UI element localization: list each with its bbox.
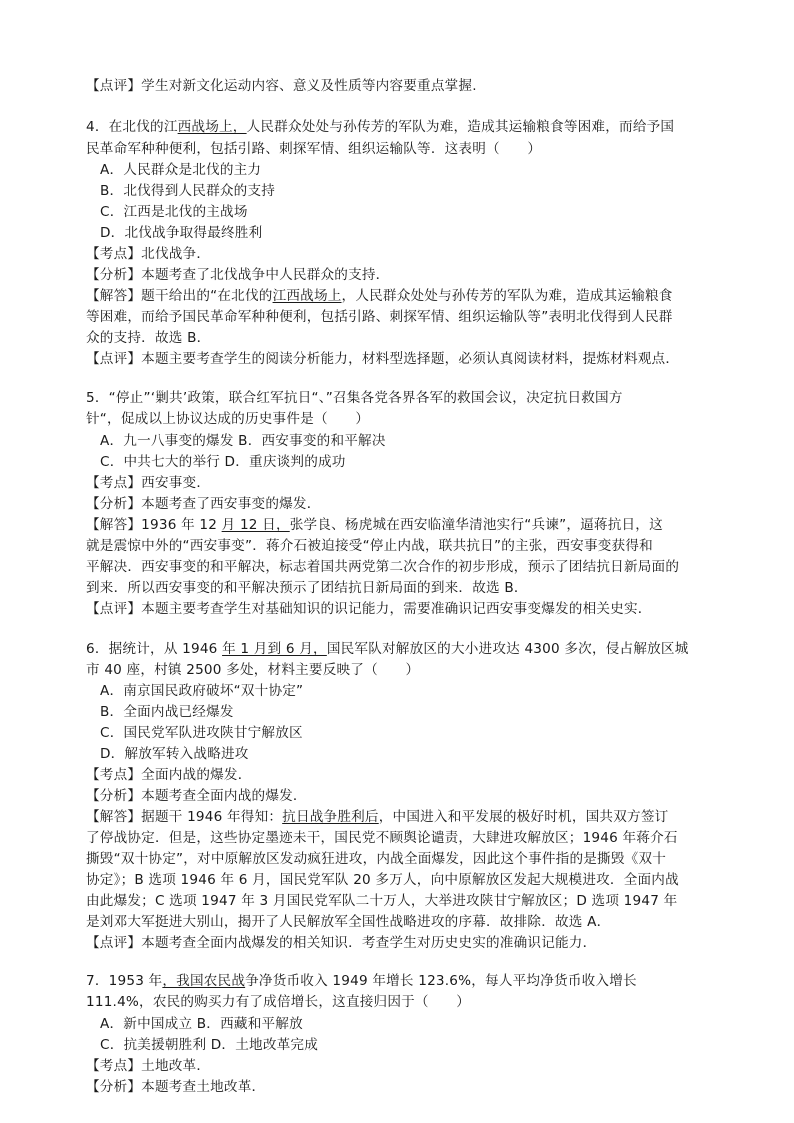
comment-line: 【点评】学生对新文化运动内容、意义及性质等内容要重点掌握. [86,78,477,94]
question-4-answer-line2: 等困难，而给予国民革命军种种便利，包括引路、刺探军情、组织运输队等”表明北伐得到人民群 [86,309,673,325]
question-5-answer-line3: 平解决．西安事变的和平解决，标志着国共两党第二次合作的初步形成，预示了团结抗日新局面的 [86,559,680,575]
question-4-option-b: B．北伐得到人民群众的支持 [100,183,276,199]
question-6-analysis: 【分析】本题考查全面内战的爆发． [86,788,307,804]
question-4-option-d: D．北伐战争取得最终胜利 [100,225,263,241]
question-4-answer-line3: 众的支持．故选 B． [86,330,211,346]
question-5-analysis: 【分析】本题考查了西安事变的爆发． [86,496,321,512]
question-6-answer-line3: 撕毁“双十协定”，对中原解放区发动疯狂进攻，内战全面爆发，因此这个事件指的是撕毁《双十 [86,851,667,867]
question-6-review: 【点评】本题考查全面内战爆发的相关知识．考查学生对历史史实的准确识记能力． [86,935,597,951]
question-7-stem-line1: 7．1953 年，我国农民战争净货币收入 1949 年增长 123.6%，每人平均净货币收入增长 [86,973,637,989]
question-6-stem-line2: 市 40 座，村镇 2500 多处，材料主要反映了（ ） [86,662,420,678]
question-7-stem-line2: 111.4%，农民的购买力有了成倍增长，这直接归因于（ ） [86,994,471,1010]
question-6-answer-line2: 了停战协定．但是，这些协定墨迹未干，国民党不顾舆论谴责，大肆进攻解放区；1946 年蒋介石 [86,830,678,846]
question-5-options-ab: A．九一八事变的爆发 B．西安事变的和平解决 [100,433,386,449]
question-6-point: 【考点】全面内战的爆发． [86,767,252,783]
question-5-answer-line1: 【解答】1936 年 12 月 12 日，张学良、杨虎城在西安临潼华清池实行“兵谏”，逼蒋抗日，这 [86,517,663,533]
question-6-answer-line4: 协定》；B 选项 1946 年 6 月，国民党军队 20 多万人，向中原解放区发起大规模进攻．全面内战 [86,872,679,888]
question-4-option-a: A．人民群众是北伐的主力 [100,162,262,178]
question-5-review: 【点评】本题主要考查学生对基础知识的识记能力，需要准确识记西安事变爆发的相关史实． [86,601,652,617]
question-4-stem-line2: 民革命军种种便利，包括引路、刺探军情、组织运输队等．这表明（ ） [86,141,542,157]
question-6-option-a: A．南京国民政府破坏“双十协定” [100,683,304,699]
question-5-options-cd: C．中共七大的举行 D．重庆谈判的成功 [100,454,346,470]
question-6-option-c: C．国民党军队进攻陕甘宁解放区 [100,725,303,741]
question-7-analysis: 【分析】本题考查土地改革． [86,1079,266,1095]
question-6-stem-line1: 6．据统计，从 1946 年 1 月到 6 月，国民军队对解放区的大小进攻达 4300 多次，侵占解放区城 [86,641,689,657]
question-5-answer-line2: 就是震惊中外的“西安事变”．蒋介石被迫接受“停止内战，联共抗日”的主张，西安事变获得和 [86,538,653,554]
question-7-point: 【考点】土地改革． [86,1058,211,1074]
question-6-option-b: B．全面内战已经爆发 [100,704,234,720]
question-7-options-cd: C．抗美援朝胜利 D．土地改革完成 [100,1037,318,1053]
question-4-analysis: 【分析】本题考查了北伐战争中人民群众的支持． [86,267,390,283]
question-4-answer-line1: 【解答】题干给出的“在北伐的江西战场上，人民群众处处与孙传芳的军队为难，造成其运输粮食 [86,288,673,304]
question-7-options-ab: A．新中国成立 B．西藏和平解放 [100,1016,303,1032]
question-5-stem-line1: 5．“停止”‘剿共’政策，联合红军抗日“、”召集各党各界各军的救国会议，决定抗日救国方 [86,390,623,406]
question-4-stem-line1: 4．在北伐的江西战场上，人民群众处处与孙传芳的军队为难，造成其运输粮食等困难，而给予国 [86,119,675,135]
question-4-option-c: C．江西是北伐的主战场 [100,204,248,220]
question-4-review: 【点评】本题主要考查学生的阅读分析能力，材料型选择题，必须认真阅读材料，提炼材料观点． [86,351,680,367]
question-5-stem-line2: 针“，促成以上协议达成的历史事件是（ ） [86,411,370,427]
question-6-answer-line1: 【解答】据题干 1946 年得知：抗日战争胜利后，中国进入和平发展的极好时机，国共双方签订 [86,809,669,825]
question-6-answer-line6: 是刘邓大军挺进大别山，揭开了人民解放军全国性战略进攻的序幕．故排除．故选 A． [86,914,611,930]
question-5-point: 【考点】西安事变． [86,475,211,491]
question-6-answer-line5: 由此爆发；C 选项 1947 年 3 月国民党军队二十万人，大举进攻陕甘宁解放区；D 选项 1947 年 [86,893,678,909]
question-5-answer-line4: 到来．所以西安事变的和平解决预示了团结抗日新局面的到来．故选 B． [86,580,528,596]
question-4-point: 【考点】北伐战争． [86,246,211,262]
question-6-option-d: D．解放军转入战略进攻 [100,746,249,762]
